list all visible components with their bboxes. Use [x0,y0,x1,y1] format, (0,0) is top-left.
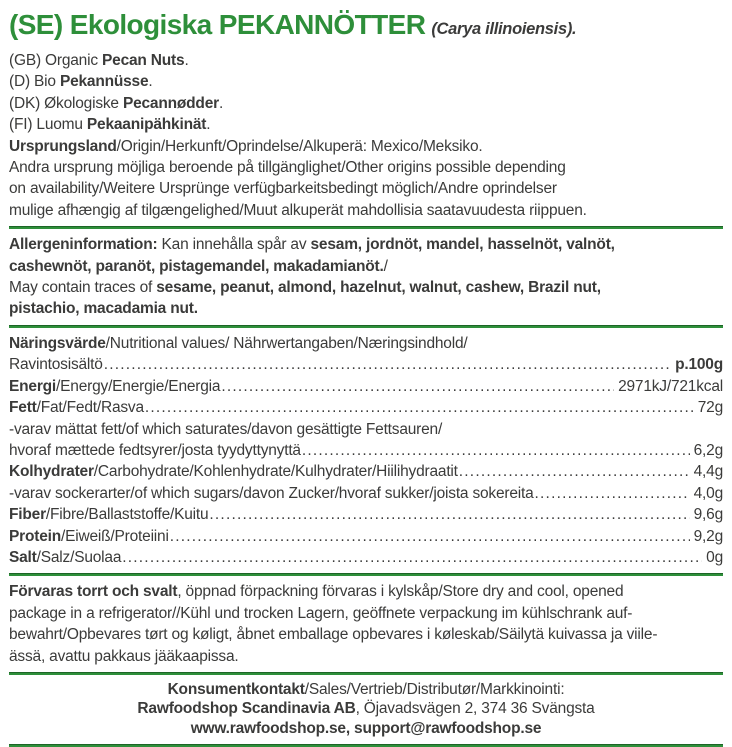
nutrition-label: Ravintosisältö [9,356,103,374]
nutrition-label: Näringsvärde/Nutritional values/ Nährwertangaben/Næringsindhold/ [9,334,468,352]
storage-line [9,603,723,624]
regular-text: . [148,73,153,91]
regular-text: bewahrt/Opbevares tørt og køligt, åbnet emballage opbevares i køleskab/Säilytä kuivassa ja viile- [9,626,658,644]
nutrition-row [9,397,723,418]
nutrient-name: Kolhydrater [9,463,94,481]
bold-text: Allergeninformation: [9,236,158,254]
bold-text: cashewnöt, paranöt, pistagemandel, makadamianöt. [9,257,384,275]
language-line-dk [9,93,723,114]
storage-line [9,646,723,667]
nutrition-value: 2971kJ/721kcal [618,377,723,395]
dot-leader [302,440,690,461]
nutrition-value: 9,2g [693,527,723,545]
section-divider [9,226,723,229]
nutrition-row [9,483,723,504]
language-list [9,50,723,136]
nutrition-value: 4,0g [693,484,723,502]
allergen-line [9,277,723,298]
bold-text: Förvaras torrt och svalt [9,583,178,601]
product-title-se: (SE) Ekologiska PEKANNÖTTER [9,9,426,40]
nutrition-row [9,419,723,440]
regular-text: (D) Bio [9,73,60,91]
regular-text: ässä, avattu pakkaus jääkaapissa. [9,647,239,665]
dot-leader [145,397,694,418]
origin-section [9,136,723,222]
allergen-section [9,234,723,320]
regular-text: Andra ursprung möjliga beroende på tillgänglighet/Other origins possible depending [9,159,566,177]
origin-line [9,157,723,178]
regular-text: . [218,94,224,112]
nutrition-label: -varav sockerarter/of which sugars/davon Zucker/hvoraf sukker/joista sokereita [9,484,534,502]
allergen-line [9,256,723,277]
storage-section [9,581,723,667]
regular-text: . [184,52,189,69]
regular-text: mulige afhængig af tilgængelighed/Muut alkuperät mahdollisia saatavuudesta riippuen. [9,201,587,219]
regular-text: /Sales/Vertrieb/Distributør/Markkinointi: [304,680,565,698]
contact-section [9,680,723,738]
nutrition-value: 72g [697,399,723,417]
nutrition-value: 9,6g [693,506,723,524]
bold-text: Ursprungsland [9,137,117,155]
regular-text: / [383,257,388,275]
origin-line [9,178,723,199]
nutrition-row [9,376,723,397]
regular-text: (GB) Organic [9,52,103,69]
dot-leader [209,504,689,525]
language-line-fi [9,114,723,135]
nutrition-label: -varav mättat fett/of which saturates/davon gesättigte Fettsauren/ [9,420,443,438]
nutrient-name: Fett [9,399,37,417]
bold-text: Pekannüsse [59,73,149,91]
regular-text: on availability/Weitere Ursprünge verfügbarkeitsbedingt möglich/Andre oprindelser [9,180,557,198]
storage-line [9,581,723,602]
contact-line [9,719,723,738]
product-title-latin: (Carya illinoiensis). [431,20,577,38]
regular-text: . [206,116,211,134]
bold-text: pistachio, macadamia nut. [9,300,198,318]
nutrient-name: Energi [9,377,57,395]
bold-text: Rawfoodshop Scandinavia AB [137,700,356,718]
language-line-gb [9,50,723,71]
section-divider [9,573,723,576]
regular-text: /Origin/Herkunft/Oprindelse/Alkuperä: Mexico/Meksiko. [116,137,483,155]
nutrition-row [9,526,723,547]
dot-leader [459,461,690,482]
nutrition-label: Kolhydrater/Carbohydrate/Kohlenhydrate/Kulhydrater/Hiilihydraatit [9,463,458,481]
regular-text: May contain traces of [9,279,157,297]
nutrition-label: Fiber/Fibre/Ballaststoffe/Kuitu [9,506,209,524]
nutrition-value: 6,2g [693,441,723,459]
regular-text: (DK) Økologiske [9,94,123,112]
nutrition-row [9,440,723,461]
dot-leader [122,547,702,568]
nutrition-table [9,333,723,568]
contact-line [9,680,723,699]
allergen-line [9,234,723,255]
regular-text: package in a refrigerator//Kühl und trocken Lagern, geöffnete verpackung im kühlschrank auf- [9,604,633,622]
nutrition-label: Energi/Energy/Energie/Energia [9,377,221,395]
nutrition-label: Salt/Salz/Suolaa [9,548,122,566]
nutrition-value: p.100g [675,356,723,374]
section-divider [9,325,723,328]
product-title [9,7,723,48]
nutrient-name: Protein [9,527,61,545]
bold-text: Pekaanipähkinät [86,116,207,134]
origin-line [9,136,723,157]
dot-leader [170,526,690,547]
regular-text: , öppnad förpackning förvaras i kylskåp/Store dry and cool, opened [177,583,624,601]
nutrition-row [9,547,723,568]
nutrition-label: hvoraf mættede fedtsyrer/josta tyydyttynyttä [9,441,301,459]
bold-text: www.rawfoodshop.se, support@rawfoodshop.se [190,719,542,737]
bold-text: Konsumentkontakt [167,680,305,698]
storage-line [9,624,723,645]
nutrition-value: 4,4g [693,463,723,481]
dot-leader [104,354,671,375]
bold-text: Pecannødder [122,94,219,112]
allergen-line [9,298,723,319]
nutrition-row [9,504,723,525]
origin-line [9,200,723,221]
section-divider [9,672,723,675]
nutrient-name: Fiber [9,506,46,524]
nutrition-label: Protein/Eiweiß/Proteiini [9,527,169,545]
nutrition-value: 0g [706,548,723,566]
nutrition-row [9,333,723,354]
regular-text: Kan innehålla spår av [157,236,311,254]
nutrition-row [9,354,723,375]
language-line-d [9,71,723,92]
nutrient-name: Salt [9,548,37,566]
bold-text: sesam, jordnöt, mandel, hasselnöt, valnöt, [310,236,615,254]
contact-line [9,699,723,718]
bold-text: sesame, peanut, almond, hazelnut, walnut, cashew, Brazil nut, [156,279,601,297]
nutrition-row [9,461,723,482]
bold-text: Pecan Nuts [102,52,185,69]
regular-text: , Öjavadsvägen 2, 374 36 Svängsta [355,700,595,718]
regular-text: (FI) Luomu [9,116,87,134]
dot-leader [221,376,614,397]
dot-leader [535,483,690,504]
nutrition-label: Fett/Fat/Fedt/Rasva [9,399,144,417]
nutrient-name: Näringsvärde [9,334,106,352]
